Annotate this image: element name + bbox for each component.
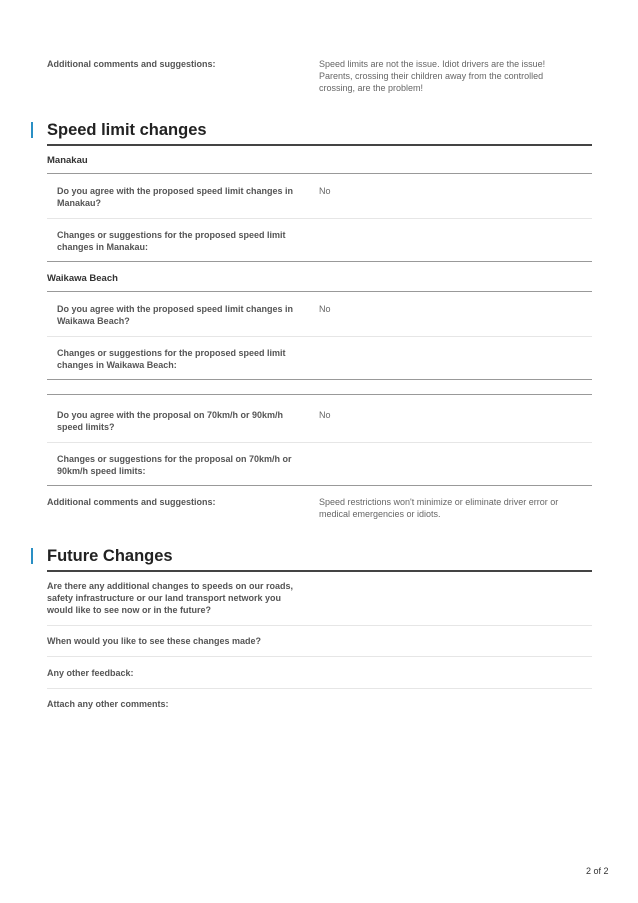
answer-value	[309, 453, 319, 485]
question-row	[47, 409, 592, 443]
question-row	[47, 347, 592, 380]
answer-value: No	[319, 186, 331, 196]
section-title-speed-limit-changes: Speed limit changes	[47, 121, 592, 146]
top-additional-comments-value: Speed limits are not the issue. Idiot drivers are the issue! Parents, crossing their children away from the controlled crossing, are the problem!	[319, 59, 546, 93]
answer-value: No	[319, 304, 331, 314]
page-indicator: 2 of 2	[586, 866, 609, 876]
question-row	[47, 667, 592, 689]
question-label: Do you agree with the proposal on 70km/h or 90km/h speed limits?	[57, 410, 284, 432]
section-title-future-changes: Future Changes	[47, 547, 592, 572]
question-row	[47, 185, 592, 219]
question-row	[47, 229, 592, 262]
question-row	[47, 303, 592, 337]
answer-value	[309, 229, 319, 261]
answer-value: No	[319, 410, 331, 420]
top-additional-comments-label: Additional comments and suggestions:	[47, 59, 216, 69]
group-title-waikawa-beach: Waikawa Beach	[47, 273, 592, 292]
question-label: Do you agree with the proposed speed limit changes in Manakau?	[57, 186, 294, 208]
group-title-empty	[47, 384, 592, 395]
question-row	[47, 453, 592, 486]
section-accent-bar	[31, 548, 33, 564]
question-label: Changes or suggestions for the proposal on 70km/h or 90km/h speed limits:	[57, 454, 292, 476]
additional-comments-row	[47, 496, 592, 520]
additional-comments-value: Speed restrictions won't minimize or eliminate driver error or medical emergencies or idiots.	[319, 497, 559, 519]
question-label: Attach any other comments:	[47, 699, 169, 709]
question-label: Changes or suggestions for the proposed speed limit changes in Manakau:	[57, 230, 286, 252]
answer-value	[309, 347, 319, 379]
additional-comments-label: Additional comments and suggestions:	[47, 497, 216, 507]
group-title-manakau: Manakau	[47, 155, 592, 174]
question-label: When would you like to see these changes made?	[47, 636, 262, 646]
question-label: Any other feedback:	[47, 668, 134, 678]
question-row	[47, 635, 592, 657]
question-label: Changes or suggestions for the proposed speed limit changes in Waikawa Beach:	[57, 348, 286, 370]
question-label: Do you agree with the proposed speed limit changes in Waikawa Beach?	[57, 304, 294, 326]
top-additional-comments-row	[47, 58, 592, 94]
question-row	[47, 580, 592, 626]
question-row	[47, 698, 592, 720]
section-accent-bar	[31, 122, 33, 138]
question-label: Are there any additional changes to speeds on our roads, safety infrastructure or our land transport network you would like to see now or in the future?	[47, 581, 294, 615]
